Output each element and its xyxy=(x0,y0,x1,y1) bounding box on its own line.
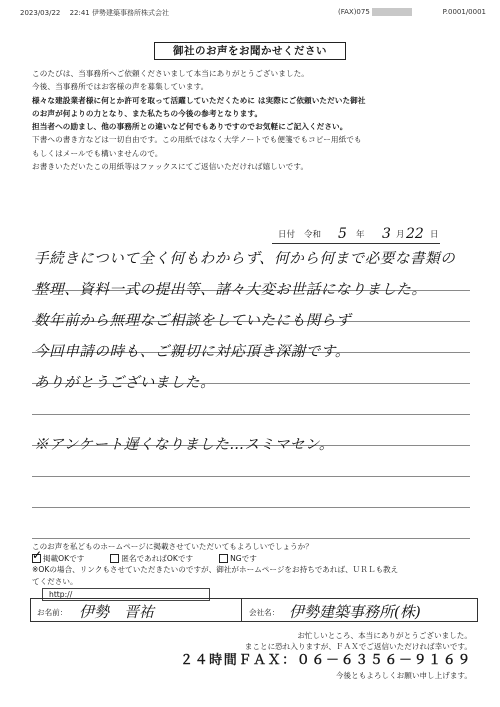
link-note: ※OKの場合、リンクもさせていただきたいのですが、御社がホームページをお持ちであれば、ＵＲＬも教え xyxy=(32,565,399,574)
footer xyxy=(32,630,472,681)
footer-thanks: お忙しいところ、本当にありがとうございました。 xyxy=(297,631,472,640)
comment-line: 手続きについて全く何もわからず、何から何まで必要な書類の xyxy=(34,251,456,267)
date-month-value: 3 xyxy=(382,226,391,242)
intro-text xyxy=(32,67,478,173)
date-era: 令和 xyxy=(304,230,322,240)
redacted-block xyxy=(372,8,412,16)
date-year-unit: 年 xyxy=(356,230,365,240)
ruled-line xyxy=(32,477,470,508)
fax-number xyxy=(338,8,412,16)
checkbox-checked-icon[interactable] xyxy=(32,554,41,563)
person-name-label: お名前： xyxy=(37,608,68,617)
intro-line: 今後、当事務所ではお客様の声を募集しています。 xyxy=(32,82,209,92)
person-name-value[interactable]: 伊勢 晋祐 xyxy=(79,603,155,621)
option-real-name-label: 掲載OKです xyxy=(43,553,85,563)
date-day-unit: 日 xyxy=(430,230,439,240)
fax-timestamp: 2023/03/22 22:41 xyxy=(20,9,90,17)
intro-line-bold: 様々な建設業者様に何とか許可を取って活躍していただくために は実際にご依頼いただいた御社 xyxy=(32,95,366,105)
comment-line: ※アンケート遅くなりました…スミマセン。 xyxy=(34,437,334,453)
date-month-unit: 月 xyxy=(396,230,405,240)
option-anonymous[interactable] xyxy=(110,553,193,565)
company-name-value[interactable]: 伊勢建築事務所(株) xyxy=(289,603,421,621)
intro-line: 下書への書き方などは一切自由です。この用紙ではなく大学ノートでも便箋でもコピー用紙でも xyxy=(32,135,362,145)
checkbox-icon[interactable] xyxy=(219,554,228,563)
comment-line xyxy=(34,397,474,428)
date-day-value: 22 xyxy=(406,226,424,242)
comment-line: 今回申請の時も、ご親切に対応頂き深謝です。 xyxy=(34,344,350,360)
link-note-cont: てください。 xyxy=(32,576,78,586)
fax-header xyxy=(20,8,486,20)
fax-timestamp-sender xyxy=(20,8,169,18)
consent-section xyxy=(32,541,482,601)
page-title: 御社のお声をお聞かせください xyxy=(154,42,346,60)
option-real-name[interactable] xyxy=(32,553,84,565)
intro-line-bold: 担当者への励まし、他の事務所との違いなど何でもありですのでお気軽にご記入ください。 xyxy=(32,122,348,132)
intro-line: お書きいただいたこの用紙等はファックスにてご返信いただければ嬉しいです。 xyxy=(32,162,309,172)
option-anonymous-label: 匿名であればOKです xyxy=(121,553,194,563)
fax-number-label: (FAX)075 xyxy=(338,8,370,16)
date-year-value: 5 xyxy=(338,226,347,242)
comment-line: 数年前から無理なご相談をしていたにも関らず xyxy=(34,313,352,329)
option-ng[interactable] xyxy=(219,553,257,565)
name-company-row xyxy=(30,598,478,622)
fax-page-number: P.0001/0001 xyxy=(442,8,486,16)
intro-line: このたびは、当事務所へご依頼くださいまして本当にありがとうございました。 xyxy=(32,69,309,78)
row-divider xyxy=(241,599,242,621)
company-name-label: 会社名： xyxy=(249,608,280,617)
handwritten-comment[interactable] xyxy=(34,242,474,459)
footer-closing: 今後ともよろしくお願い申し上げます。 xyxy=(335,671,472,680)
consent-options xyxy=(32,553,482,565)
footer-request: まことに恐れ入りますが、ＦＡＸでご返信いただければ幸いです。 xyxy=(244,642,472,651)
url-prefix: http:// xyxy=(49,590,73,599)
checkbox-icon[interactable] xyxy=(110,554,119,563)
intro-line: もしくはメールでも構いませんので。 xyxy=(32,148,163,158)
ruled-line xyxy=(32,508,470,539)
footer-fax-number: ２４時間ＦＡＸ：０６－６３５６－９１６９ xyxy=(179,653,472,668)
option-ng-label: NGです xyxy=(230,553,257,563)
comment-line: 整理、資料一式の提出等、諸々大変お世話になりました。 xyxy=(34,282,427,298)
intro-line-bold: のお声が何よりの力となり、また私たちの今後の参考となります。 xyxy=(32,108,263,118)
fax-sender: 伊勢建築事務所株式会社 xyxy=(91,9,169,17)
date-label: 日付 xyxy=(278,230,296,240)
comment-line: ありがとうございました。 xyxy=(34,375,216,391)
consent-question: このお声を私どものホームページに掲載させていただいてもよろしいでしょうか？ xyxy=(32,542,313,551)
